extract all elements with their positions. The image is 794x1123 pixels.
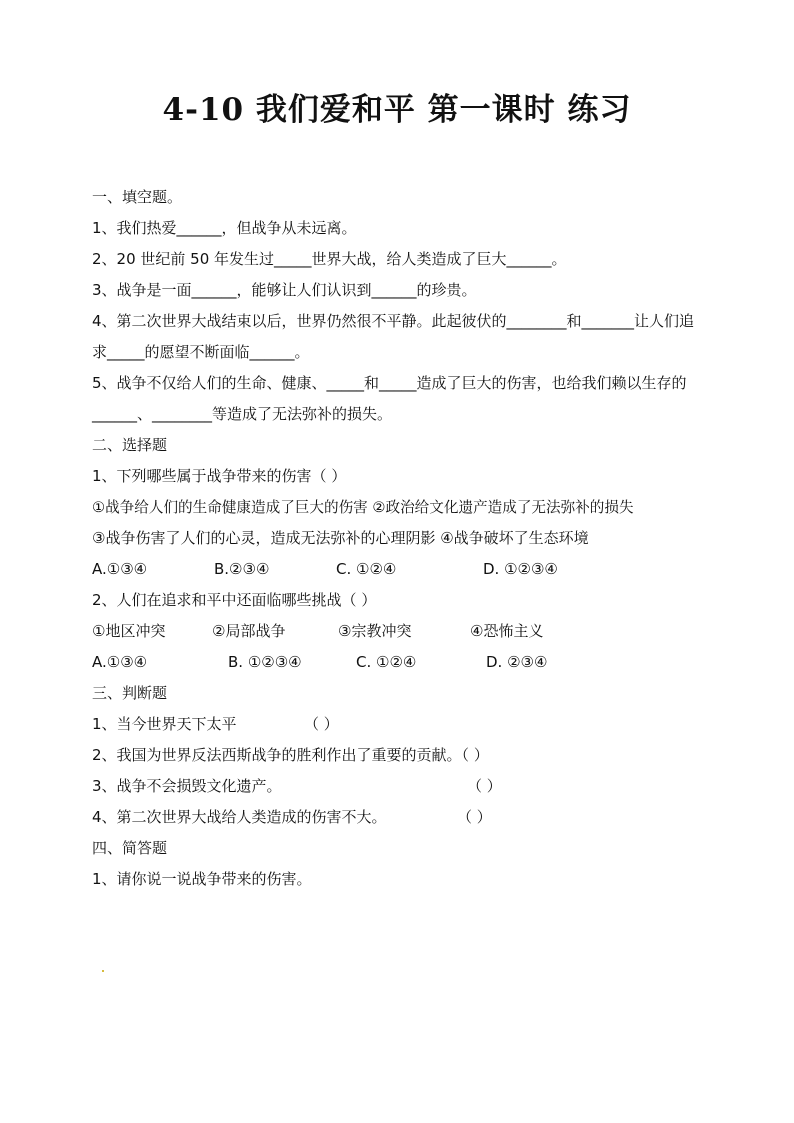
fill-question-3: 3、战争是一面______，能够让人们认识到______的珍贵。 bbox=[92, 281, 477, 299]
judge-item-4 bbox=[92, 802, 708, 833]
option-b: B.②③④ bbox=[214, 560, 270, 578]
fill-question-5: 5、战争不仅给人们的生命、健康、_____和_____造成了巨大的伤害，也给我们赖以生存的______、________等造成了无法弥补的损失。 bbox=[92, 374, 687, 423]
judge-item-text: 2、我国为世界反法西斯战争的胜利作出了重要的贡献。 bbox=[92, 746, 462, 764]
option-c: C. ①②④ bbox=[356, 653, 417, 671]
choice-question-2-stem: 2、人们在追求和平中还面临哪些挑战（ ） bbox=[92, 591, 377, 609]
fill-question-2: 2、20 世纪前 50 年发生过_____世界大战，给人类造成了巨大______。 bbox=[92, 250, 567, 268]
judge-item-text: 3、战争不会损毁文化遗产。 bbox=[92, 777, 282, 795]
choice-question-2-options bbox=[92, 647, 708, 678]
fill-question-4: 4、第二次世界大战结束以后，世界仍然很不平静。此起彼伏的________和_______让人们追求_____的愿望不断面临______。 bbox=[92, 312, 695, 361]
worksheet-body bbox=[92, 182, 708, 895]
section-heading-short-answer: 四、简答题 bbox=[92, 839, 168, 857]
statement-3: ③宗教冲突 bbox=[338, 622, 412, 640]
option-c: C. ①②④ bbox=[336, 560, 397, 578]
judge-item-text: 1、当今世界天下太平 bbox=[92, 715, 237, 733]
stray-mark bbox=[102, 970, 104, 972]
answer-paren: （ ） bbox=[304, 715, 339, 733]
answer-paren: （ ） bbox=[467, 777, 502, 795]
answer-paren: （ ） bbox=[461, 746, 489, 764]
statement-2: ②局部战争 bbox=[212, 622, 286, 640]
option-a: A.①③④ bbox=[92, 653, 148, 671]
choice-question-1-stem: 1、下列哪些属于战争带来的伤害（ ） bbox=[92, 467, 347, 485]
section-heading-choice: 二、选择题 bbox=[92, 436, 168, 454]
judge-item-2 bbox=[92, 740, 708, 771]
judge-item-1 bbox=[92, 709, 708, 740]
section-heading-fill-blank: 一、填空题。 bbox=[92, 188, 183, 206]
choice-question-1-options bbox=[92, 554, 708, 585]
option-a: A.①③④ bbox=[92, 560, 148, 578]
short-answer-question-1: 1、请你说一说战争带来的伤害。 bbox=[92, 870, 312, 888]
option-b: B. ①②③④ bbox=[228, 653, 302, 671]
choice-question-1-statements-b: ③战争伤害了人们的心灵，造成无法弥补的心理阴影 ④战争破坏了生态环境 bbox=[92, 529, 589, 547]
choice-question-1-statements-a: ①战争给人们的生命健康造成了巨大的伤害 ②政治给文化遗产造成了无法弥补的损失 bbox=[92, 499, 634, 516]
option-d: D. ②③④ bbox=[486, 653, 548, 671]
statement-1: ①地区冲突 bbox=[92, 622, 166, 640]
statement-4: ④恐怖主义 bbox=[470, 622, 544, 640]
page-title: 4-10 我们爱和平 第一课时 练习 bbox=[162, 92, 632, 128]
judge-item-text: 4、第二次世界大战给人类造成的伤害不大。 bbox=[92, 808, 387, 826]
fill-question-1: 1、我们热爱______，但战争从未远离。 bbox=[92, 219, 357, 237]
choice-question-2-statements bbox=[92, 616, 708, 647]
section-heading-true-false: 三、判断题 bbox=[92, 684, 168, 702]
answer-paren: （ ） bbox=[457, 808, 492, 826]
option-d: D. ①②③④ bbox=[483, 560, 558, 578]
judge-item-3 bbox=[92, 771, 708, 802]
